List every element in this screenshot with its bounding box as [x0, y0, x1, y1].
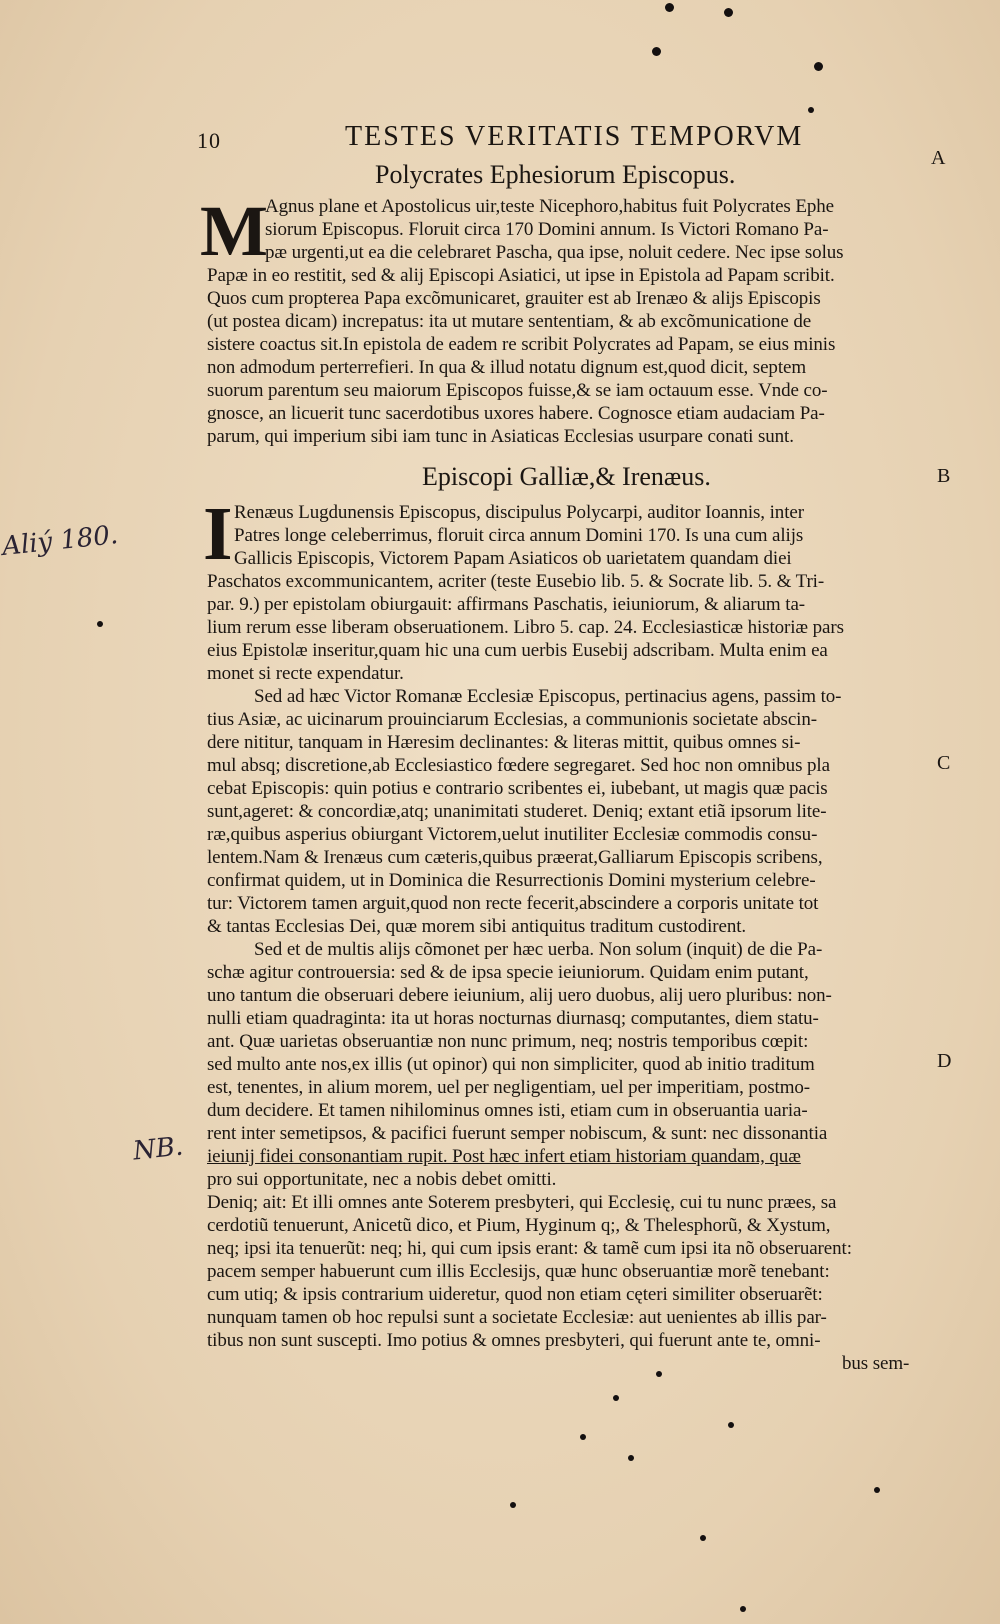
ink-speck: [728, 1422, 734, 1428]
text-line: Sed et de multis alijs cõmonet per hæc uerba. Non solum (inquit) de die Pa-: [254, 939, 823, 960]
text-line: & tantas Ecclesias Dei, quæ morem sibi antiquitus traditum custodirent.: [207, 916, 747, 937]
text-line: Papæ in eo restitit, sed & alij Episcopi Asiatici, ut ipse in Epistola ad Papam scribit.: [207, 265, 835, 286]
ink-speck: [874, 1487, 880, 1493]
text-line: mul absq; discretione,ab Ecclesiastico fœdere segregaret. Sed hoc non omnibus pla: [207, 755, 830, 776]
ink-speck: [97, 621, 103, 627]
ink-speck: [740, 1606, 746, 1612]
text-line: Renæus Lugdunensis Episcopus, discipulus Polycarpi, auditor Ioannis, inter: [234, 502, 804, 523]
text-line: confirmat quidem, ut in Dominica die Resurrectionis Domini mysterium celebre-: [207, 870, 816, 891]
margin-note-nb: NB.: [131, 1131, 185, 1167]
text-line: (ut postea dicam) increpatus: ita ut mutare sententiam, & ab excõmunicatione de: [207, 311, 812, 332]
text-line: pacem semper habuerunt cum illis Ecclesijs, quæ hunc obseruantiæ morẽ tenebant:: [207, 1261, 830, 1282]
text-line: nulli etiam quadraginta: ita ut horas nocturnas diurnasq; computantes, diem statu-: [207, 1008, 819, 1029]
running-head: TESTES VERITATIS TEMPORVM: [345, 121, 804, 152]
margin-note-aliy: Aliý 180.: [0, 520, 120, 562]
margin-letter-c: C: [937, 752, 951, 774]
section-title-polycrates: Polycrates Ephesiorum Episcopus.: [375, 160, 736, 189]
margin-letter-a: A: [931, 147, 946, 169]
text-line: pæ urgenti,ut ea die celebraret Pascha, qua ipse, noluit cedere. Nec ipse solus: [265, 242, 844, 263]
text-line: non admodum perterrefieri. In qua & illud notatu dignum est,quod dicit, septem: [207, 357, 807, 378]
text-line: ræ,quibus asperius obiurgant Victorem,uelut inutiliter Ecclesiæ commodis consu-: [207, 824, 818, 845]
text-line: sistere coactus sit.In epistola de eadem re scribit Polycrates ad Papam, se eius minis: [207, 334, 836, 355]
drop-cap-m: M: [200, 191, 268, 271]
text-line: Quos cum propterea Papa excõmunicaret, grauiter est ab Irenæo & alijs Episcopis: [207, 288, 821, 309]
text-line: nunquam tamen ob hoc repulsi sunt a societate Ecclesiæ: aut uenientes ab illis par-: [207, 1307, 827, 1328]
text-line: monet si recte expendatur.: [207, 663, 404, 684]
text-line: eius Epistolæ inseritur,quam hic una cum uerbis Eusebij adscribam. Multa enim ea: [207, 640, 828, 661]
text-line: ant. Quæ uarietas obseruantiæ non nunc primum, neq; nostris temporibus cœpit:: [207, 1031, 809, 1052]
text-line: Gallicis Episcopis, Victorem Papam Asiaticos ob uarietatem quandam diei: [234, 548, 792, 569]
ink-speck: [580, 1434, 586, 1440]
text-line: tibus non sunt suscepti. Imo potius & omnes presbyteri, qui fuerunt ante te, omni-: [207, 1330, 821, 1351]
margin-letter-d: D: [937, 1050, 952, 1072]
text-line: dum decidere. Et tamen nihilominus omnes isti, etiam cum in obseruantia uaria-: [207, 1100, 808, 1121]
ink-speck: [652, 47, 661, 56]
ink-speck: [656, 1371, 662, 1377]
text-line: lentem.Nam & Irenæus cum cæteris,quibus præerat,Galliarum Episcopis scribens,: [207, 847, 823, 868]
text-line: uno tantum die obseruari debere ieiunium, alij uero duobus, alij uero pluribus: non-: [207, 985, 832, 1006]
text-line: par. 9.) per epistolam obiurgauit: affirmans Paschatis, ieiuniorum, & aliarum ta-: [207, 594, 805, 615]
text-line-underlined: ieiunij fidei consonantiam rupit. Post hæc infert etiam historiam quandam, quæ: [207, 1146, 801, 1167]
text-line: parum, qui imperium sibi iam tunc in Asiaticas Ecclesias usurpare conati sunt.: [207, 426, 794, 447]
text-line: Deniq; ait: Et illi omnes ante Soterem presbyteri, qui Ecclesię, cui tu nunc præes, sa: [207, 1192, 837, 1213]
ink-speck: [665, 3, 674, 12]
ink-speck: [510, 1502, 516, 1508]
ink-speck: [724, 8, 733, 17]
text-line: Sed ad hæc Victor Romanæ Ecclesiæ Episcopus, pertinacius agens, passim to-: [254, 686, 842, 707]
text-line: rent inter semetipsos, & pacifici fuerunt semper nobiscum, & sunt: nec dissonantia: [207, 1123, 828, 1144]
text-line: sunt,ageret: & concordiæ,atq; unanimitati studeret. Deniq; extant etiã ipsorum lite-: [207, 801, 827, 822]
text-line: pro sui opportunitate, nec a nobis debet omitti.: [207, 1169, 557, 1190]
text-line: Agnus plane et Apostolicus uir,teste Nicephoro,habitus fuit Polycrates Ephe: [265, 196, 835, 217]
text-line: siorum Episcopus. Floruit circa 170 Domini annum. Is Victori Romano Pa-: [265, 219, 829, 240]
text-line: cebat Episcopis: quin potius e contrario scribentes ei, iubebant, ut magis quæ pacis: [207, 778, 828, 799]
ink-speck: [700, 1535, 706, 1541]
section-title-irenaeus: Episcopi Galliæ,& Irenæus.: [422, 462, 711, 491]
text-line: suorum parentum seu maiorum Episcopos fuisse,& se iam octauum esse. Vnde co-: [207, 380, 828, 401]
text-line: Patres longe celeberrimus, floruit circa annum Domini 170. Is una cum alijs: [234, 525, 804, 546]
ink-speck: [808, 107, 814, 113]
text-line: sed multo ante nos,ex illis (ut opinor) qui non simpliciter, quod ab initio traditum: [207, 1054, 815, 1075]
text-line: tur: Victorem tamen arguit,quod non recte fecerit,abscindere a corporis unitate tot: [207, 893, 819, 914]
ink-speck: [613, 1395, 619, 1401]
ink-speck: [628, 1455, 634, 1461]
text-line: tius Asiæ, ac uicinarum prouinciarum Ecclesias, a communionis societate abscin-: [207, 709, 817, 730]
catchword: bus sem-: [842, 1353, 910, 1374]
drop-cap-i: I: [203, 492, 233, 576]
margin-letter-b: B: [937, 465, 951, 487]
text-line: cerdotiũ tenuerunt, Anicetũ dico, et Pium, Hyginum q;, & Thelesphorũ, & Xystum,: [207, 1215, 831, 1236]
folio-number: 10: [197, 128, 221, 153]
text-line: est, tenentes, in alium morem, uel per negligentiam, uel per imperitiam, postmo-: [207, 1077, 811, 1098]
text-line: neq; ipsi ita tenuerũt: neq; hi, qui cum ipsis erant: & tamẽ cum ipsi ita nõ obseruarent:: [207, 1238, 852, 1259]
ink-speck: [814, 62, 823, 71]
text-line: Paschatos excommunicantem, acriter (teste Eusebio lib. 5. & Socrate lib. 5. & Tri-: [207, 571, 825, 592]
text-line: cum utiq; & ipsis contrarium uideretur, quod non etiam cęteri similiter obseruarẽt:: [207, 1284, 823, 1305]
text-line: lium rerum esse liberam obseruationem. Libro 5. cap. 24. Ecclesiasticæ historiæ pars: [207, 617, 844, 638]
text-line: gnosce, an licuerit tunc sacerdotibus uxores habere. Cognosce etiam audaciam Pa-: [207, 403, 825, 424]
text-line: dere nititur, tanquam in Hæresim declinantes: & literas mittit, quibus omnes si-: [207, 732, 801, 753]
text-line: schæ agitur controuersia: sed & de ipsa specie ieiuniorum. Quidam enim putant,: [207, 962, 809, 983]
